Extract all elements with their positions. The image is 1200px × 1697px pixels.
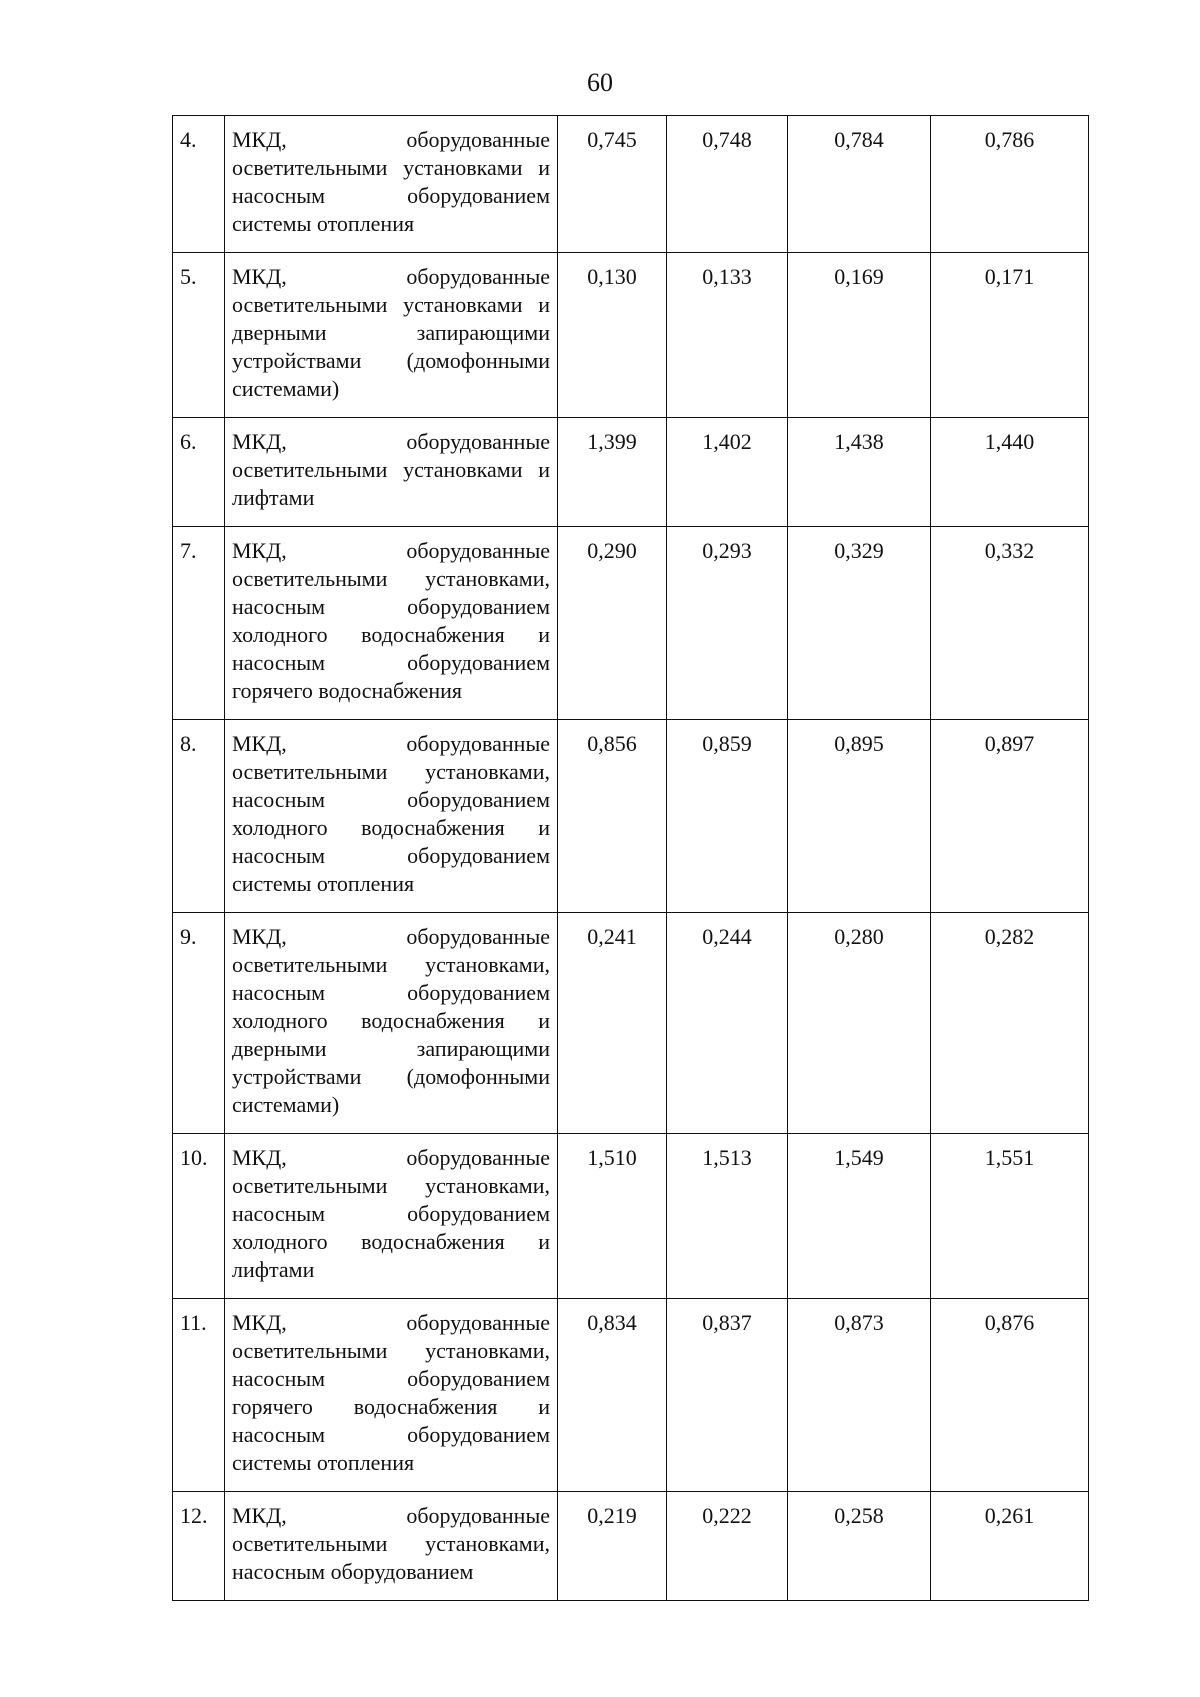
table-row <box>173 1299 1089 1492</box>
value-cell-2: 0,859 <box>667 720 788 913</box>
row-description: МКД, оборудованные осветительными установками и насосным оборудованием системы отопления <box>225 116 558 253</box>
value-cell-2: 0,222 <box>667 1492 788 1601</box>
row-description: МКД, оборудованные осветительными установками, насосным оборудованием холодного водоснабжения и лифтами <box>225 1134 558 1299</box>
table-row <box>173 913 1089 1134</box>
value-cell-4: 0,171 <box>931 253 1089 418</box>
value-cell-2: 1,402 <box>667 418 788 527</box>
value-cell-1: 0,745 <box>558 116 667 253</box>
table-row <box>173 418 1089 527</box>
value-cell-1: 0,219 <box>558 1492 667 1601</box>
value-cell-2: 0,293 <box>667 527 788 720</box>
row-number: 11. <box>173 1299 225 1492</box>
value-cell-3: 1,438 <box>788 418 931 527</box>
value-cell-4: 0,876 <box>931 1299 1089 1492</box>
value-cell-1: 1,510 <box>558 1134 667 1299</box>
value-cell-2: 0,133 <box>667 253 788 418</box>
row-description: МКД, оборудованные осветительными установками, насосным оборудованием холодного водоснабжения и насосным оборудованием системы отопления <box>225 720 558 913</box>
value-cell-1: 0,290 <box>558 527 667 720</box>
page-number: 60 <box>587 68 613 97</box>
row-description: МКД, оборудованные осветительными установками, насосным оборудованием <box>225 1492 558 1601</box>
value-cell-3: 0,169 <box>788 253 931 418</box>
table-row <box>173 1134 1089 1299</box>
table-row <box>173 527 1089 720</box>
table-row <box>173 116 1089 253</box>
value-cell-2: 1,513 <box>667 1134 788 1299</box>
value-cell-1: 0,856 <box>558 720 667 913</box>
row-description: МКД, оборудованные осветительными установками, насосным оборудованием горячего водоснабжения и насосным оборудованием системы отопления <box>225 1299 558 1492</box>
value-cell-3: 0,873 <box>788 1299 931 1492</box>
row-number: 7. <box>173 527 225 720</box>
table-body <box>173 116 1089 1601</box>
row-number: 10. <box>173 1134 225 1299</box>
value-cell-3: 1,549 <box>788 1134 931 1299</box>
value-cell-1: 0,834 <box>558 1299 667 1492</box>
table-row <box>173 720 1089 913</box>
value-cell-3: 0,258 <box>788 1492 931 1601</box>
row-number: 12. <box>173 1492 225 1601</box>
value-cell-1: 1,399 <box>558 418 667 527</box>
value-cell-3: 0,280 <box>788 913 931 1134</box>
value-cell-3: 0,784 <box>788 116 931 253</box>
row-number: 6. <box>173 418 225 527</box>
table-row <box>173 253 1089 418</box>
table-row <box>173 1492 1089 1601</box>
row-number: 5. <box>173 253 225 418</box>
value-cell-3: 0,895 <box>788 720 931 913</box>
coefficients-table <box>172 115 1089 1601</box>
value-cell-1: 0,130 <box>558 253 667 418</box>
value-cell-3: 0,329 <box>788 527 931 720</box>
value-cell-4: 0,261 <box>931 1492 1089 1601</box>
value-cell-4: 1,440 <box>931 418 1089 527</box>
row-description: МКД, оборудованные осветительными установками, насосным оборудованием холодного водоснабжения и насосным оборудованием горячего водоснабжения <box>225 527 558 720</box>
row-number: 4. <box>173 116 225 253</box>
value-cell-2: 0,244 <box>667 913 788 1134</box>
value-cell-4: 1,551 <box>931 1134 1089 1299</box>
value-cell-2: 0,748 <box>667 116 788 253</box>
value-cell-2: 0,837 <box>667 1299 788 1492</box>
row-number: 9. <box>173 913 225 1134</box>
value-cell-4: 0,282 <box>931 913 1089 1134</box>
row-description: МКД, оборудованные осветительными установками и лифтами <box>225 418 558 527</box>
row-description: МКД, оборудованные осветительными установками, насосным оборудованием холодного водоснабжения и дверными запирающими устройствами (домофонными системами) <box>225 913 558 1134</box>
value-cell-4: 0,332 <box>931 527 1089 720</box>
row-number: 8. <box>173 720 225 913</box>
row-description: МКД, оборудованные осветительными установками и дверными запирающими устройствами (домофонными системами) <box>225 253 558 418</box>
value-cell-1: 0,241 <box>558 913 667 1134</box>
value-cell-4: 0,897 <box>931 720 1089 913</box>
value-cell-4: 0,786 <box>931 116 1089 253</box>
